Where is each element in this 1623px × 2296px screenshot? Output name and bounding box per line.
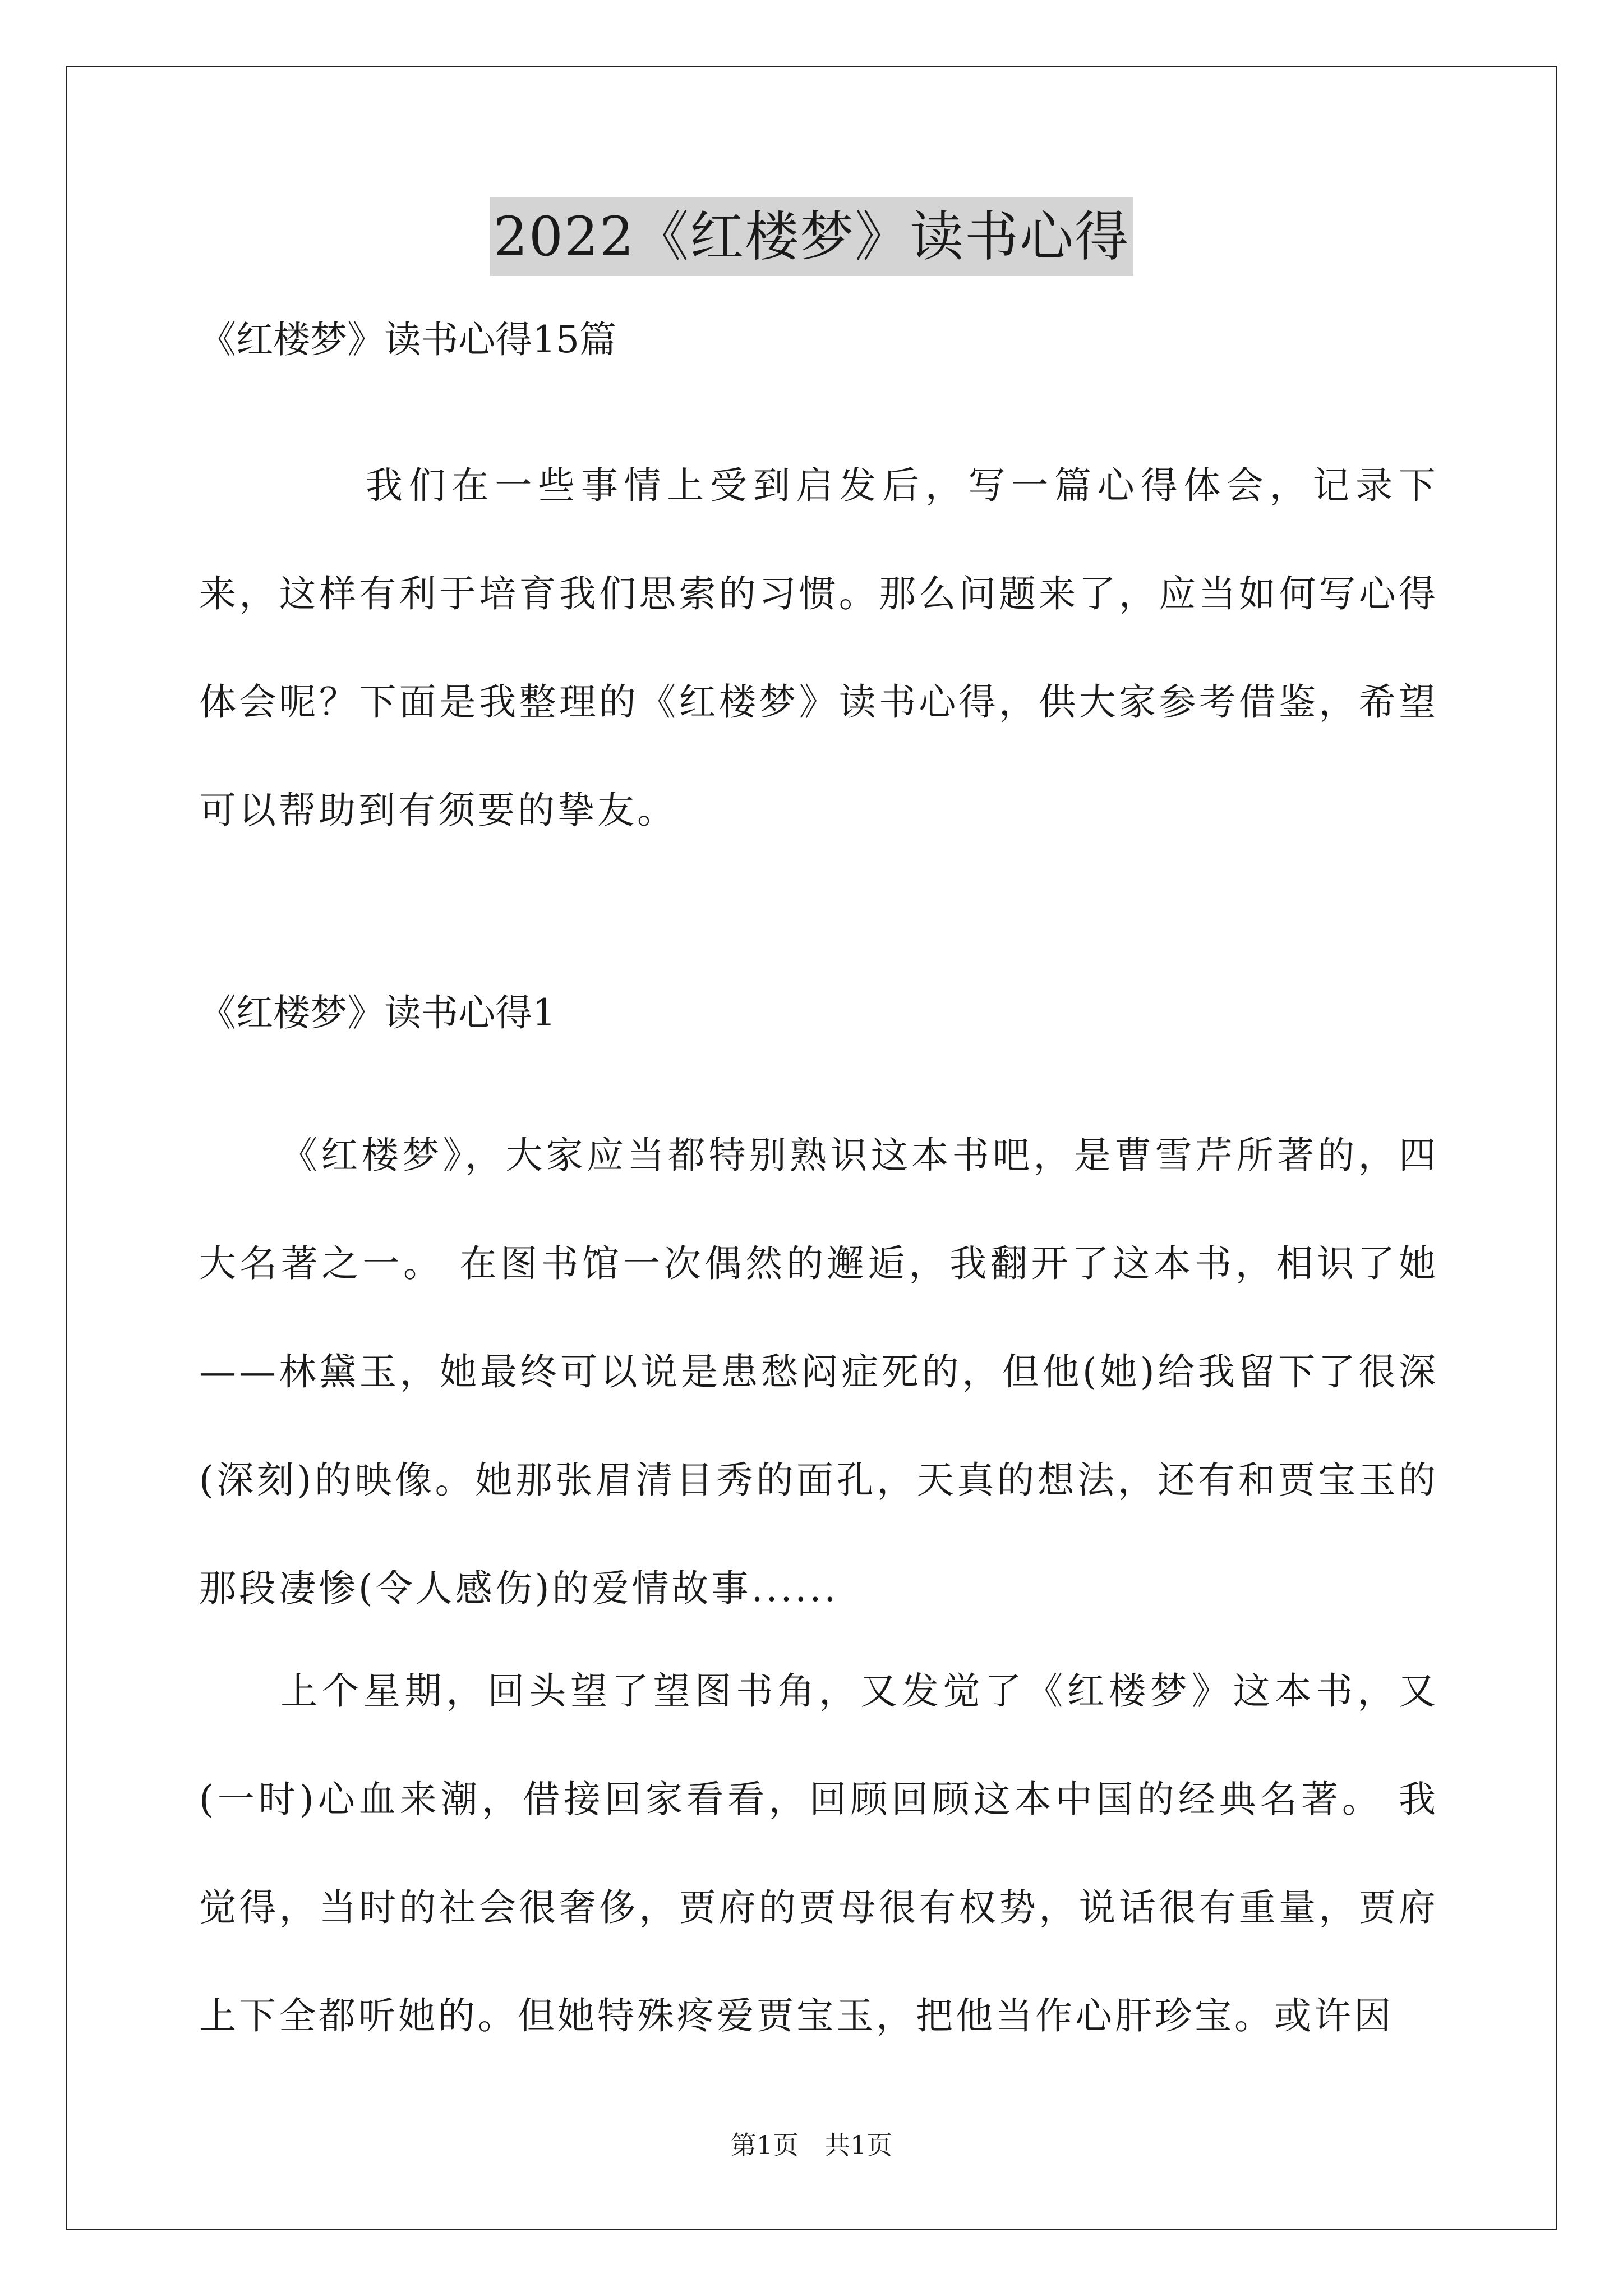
intro-paragraph: 我们在一些事情上受到启发后，写一篇心得体会，记录下来，这样有利于培育我们思索的习惯。那么问题来了，应当如何写心得体会呢？下面是我整理的《红楼梦》读书心得，供大家参考借鉴，希望可以帮助到有须要的挚友。 xyxy=(199,464,1438,832)
title-container xyxy=(0,197,1623,276)
body-paragraph-2: 上个星期，回头望了望图书角，又发觉了《红楼梦》这本书，又(一时)心血来潮，借接回家看看，回顾回顾这本中国的经典名著。 我觉得，当时的社会很奢侈，贾府的贾母很有权势，说话很有重量，贾府上下全都听她的。但她特殊疼爱贾宝玉，把他当作心肝珍宝。或许因 xyxy=(199,1669,1438,2037)
body-paragraph-1: 《红楼梦》，大家应当都特别熟识这本书吧，是曹雪芹所著的，四大名著之一。 在图书馆一次偶然的邂逅，我翻开了这本书，相识了她——林黛玉，她最终可以说是患愁闷症死的，但他(她)给我留下了很深(深刻)的映像。她那张眉清目秀的面孔，天真的想法，还有和贾宝玉的那段凄惨(令人感伤)的爱情故事...... xyxy=(199,1134,1438,1610)
page-footer: 第1页 共1页 xyxy=(730,2130,893,2160)
document-title: 2022《红楼梦》读书心得 xyxy=(490,197,1133,276)
section-heading: 《红楼梦》读书心得1 xyxy=(199,991,556,1034)
document-subtitle: 《红楼梦》读书心得15篇 xyxy=(199,318,616,361)
